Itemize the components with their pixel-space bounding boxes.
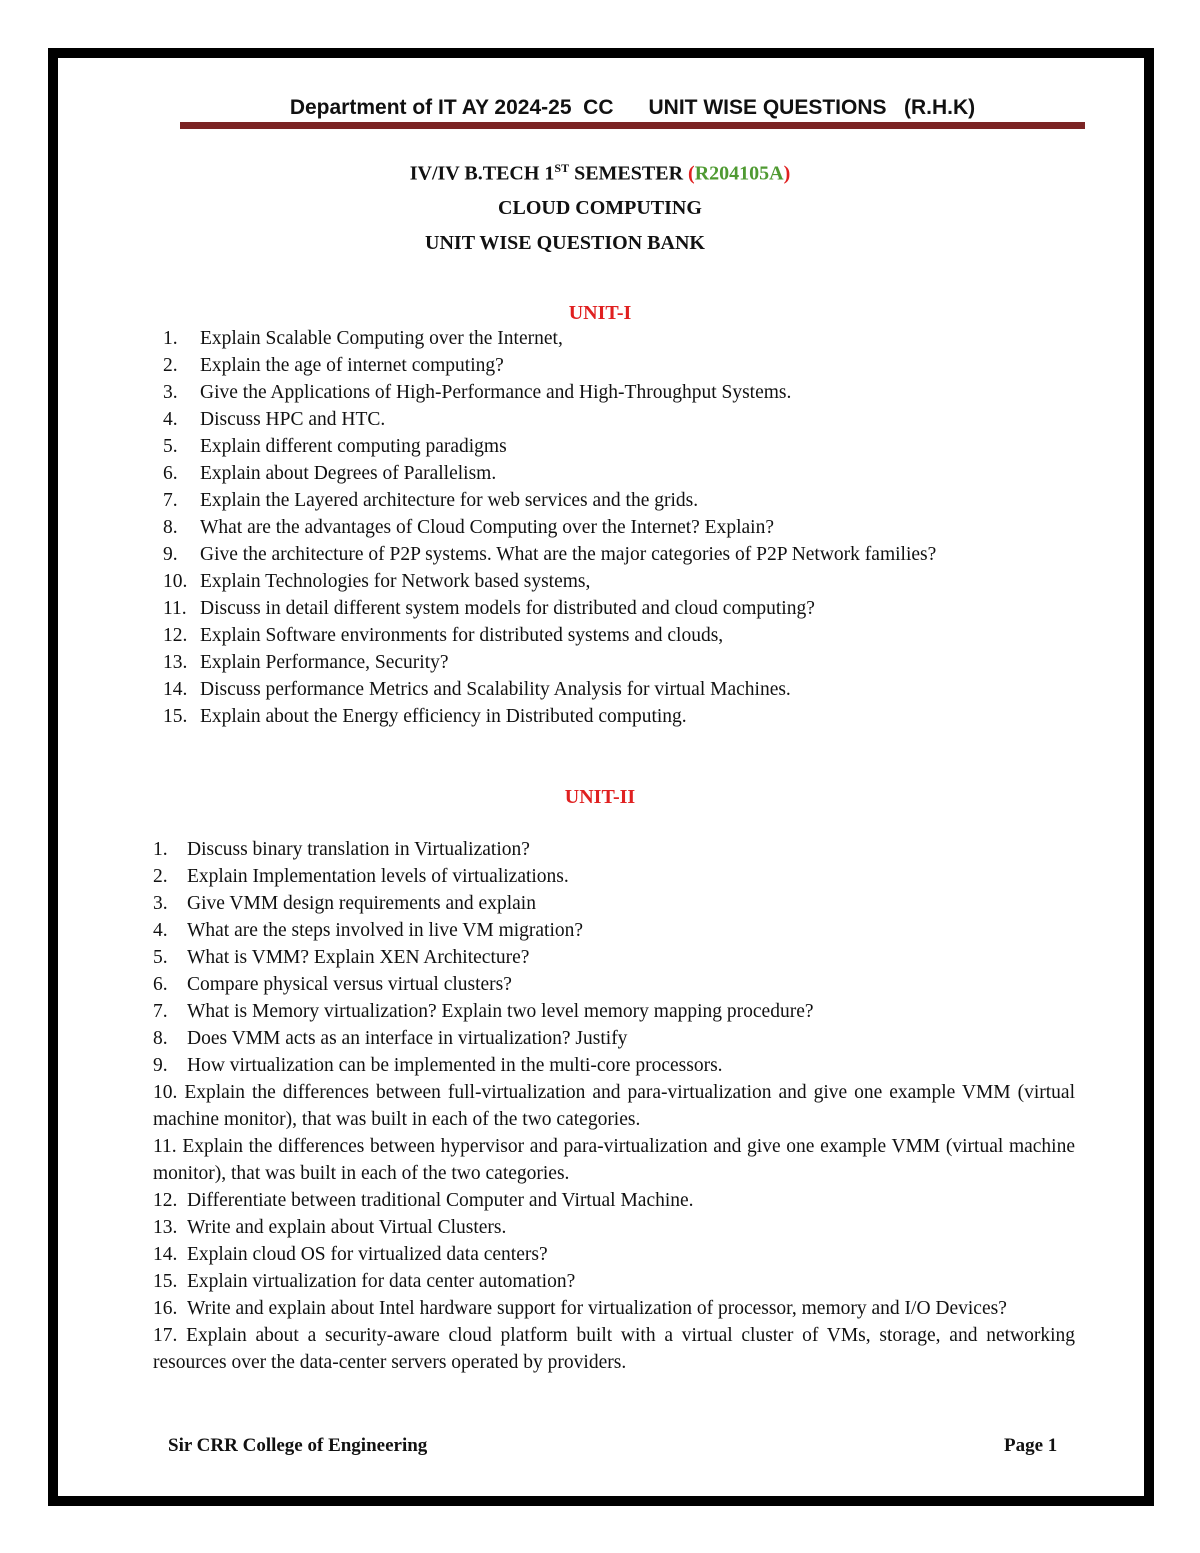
question-text: Discuss performance Metrics and Scalability Analysis for virtual Machines. (200, 679, 791, 700)
unit-1-question-list (163, 325, 1065, 730)
question-number: 12. (163, 625, 188, 646)
question-item (153, 1241, 1075, 1268)
question-text: Explain the differences between hypervisor and para-virtualization and give one example VMM (virtual machine monitor), that was built in each of the two categories. (153, 1136, 1075, 1184)
unit-1-heading: UNIT-I (568, 302, 632, 324)
question-number: 15. (163, 706, 188, 727)
question-number: 16. (153, 1298, 178, 1319)
question-number: 8. (163, 517, 178, 538)
question-text: Explain cloud OS for virtualized data centers? (187, 1244, 548, 1265)
question-number: 1. (153, 839, 168, 860)
question-number: 5. (163, 436, 178, 457)
question-item (153, 1079, 1075, 1133)
semester-label: SEMESTER (569, 162, 689, 185)
question-text: Give VMM design requirements and explain (187, 893, 536, 914)
question-item (163, 460, 1065, 487)
question-number: 9. (153, 1055, 168, 1076)
question-item (163, 379, 1065, 406)
question-item (153, 863, 1075, 890)
question-text: Compare physical versus virtual clusters? (187, 974, 512, 995)
question-number: 3. (163, 382, 178, 403)
question-number: 14. (163, 679, 188, 700)
question-number: 14. (153, 1244, 178, 1265)
question-item (163, 433, 1065, 460)
question-number: 7. (153, 1001, 168, 1022)
course-code: R204105A (694, 162, 784, 185)
course-title (0, 161, 1200, 186)
question-text: Write and explain about Virtual Clusters. (187, 1217, 507, 1238)
course-prefix: IV/IV B.TECH 1 (409, 162, 555, 185)
question-number: 17. (153, 1325, 178, 1346)
question-number: 2. (163, 355, 178, 376)
question-number: 3. (153, 893, 168, 914)
footer-college: Sir CRR College of Engineering (168, 1435, 428, 1456)
question-item (153, 1214, 1075, 1241)
page-header: Department of IT AY 2024-25 CC UNIT WISE QUESTIONS (R.H.K) (289, 96, 976, 119)
question-item (153, 1025, 1075, 1052)
question-number: 10. (153, 1082, 178, 1103)
question-text: Give the Applications of High-Performance and High-Throughput Systems. (200, 382, 792, 403)
question-number: 10. (163, 571, 188, 592)
question-text: Explain different computing paradigms (200, 436, 507, 457)
question-item (163, 541, 1065, 568)
question-text: Explain Scalable Computing over the Internet, (200, 328, 563, 349)
question-text: Discuss binary translation in Virtualization? (187, 839, 530, 860)
question-text: Explain Implementation levels of virtualizations. (187, 866, 569, 887)
question-item (163, 487, 1065, 514)
question-text: Write and explain about Intel hardware support for virtualization of processor, memory and I/O Devices? (187, 1298, 1007, 1319)
question-number: 6. (163, 463, 178, 484)
question-text: Explain Software environments for distributed systems and clouds, (200, 625, 724, 646)
question-text: Does VMM acts as an interface in virtualization? Justify (187, 1028, 628, 1049)
question-number: 6. (153, 974, 168, 995)
question-item (163, 352, 1065, 379)
question-number: 13. (163, 652, 188, 673)
question-item (153, 890, 1075, 917)
question-item (153, 971, 1075, 998)
question-text: Give the architecture of P2P systems. What are the major categories of P2P Network families? (200, 544, 937, 565)
question-number: 9. (163, 544, 178, 565)
question-item (163, 703, 1065, 730)
question-text: What are the steps involved in live VM migration? (187, 920, 584, 941)
header-rule (180, 122, 1085, 129)
question-item (153, 1268, 1075, 1295)
question-text: Explain about Degrees of Parallelism. (200, 463, 497, 484)
question-text: What is Memory virtualization? Explain two level memory mapping procedure? (187, 1001, 814, 1022)
question-text: What is VMM? Explain XEN Architecture? (187, 947, 530, 968)
question-bank-title: UNIT WISE QUESTION BANK (425, 232, 705, 254)
question-number: 1. (163, 328, 178, 349)
question-item (163, 406, 1065, 433)
question-text: Explain Technologies for Network based systems, (200, 571, 591, 592)
unit-2-question-list (153, 836, 1075, 1376)
question-text: Explain about a security-aware cloud platform built with a virtual cluster of VMs, storage, and networking resources over the data-center servers operated by providers. (153, 1325, 1076, 1373)
question-item (163, 622, 1065, 649)
question-text: Differentiate between traditional Computer and Virtual Machine. (187, 1190, 694, 1211)
question-text: How virtualization can be implemented in the multi-core processors. (187, 1055, 723, 1076)
question-number: 11. (153, 1136, 177, 1157)
question-item (163, 649, 1065, 676)
question-item (153, 998, 1075, 1025)
question-item (163, 568, 1065, 595)
question-text: Explain Performance, Security? (200, 652, 449, 673)
subject-title: CLOUD COMPUTING (498, 197, 702, 219)
question-number: 5. (153, 947, 168, 968)
question-number: 2. (153, 866, 168, 887)
question-text: What are the advantages of Cloud Computing over the Internet? Explain? (200, 517, 774, 538)
question-item (153, 1052, 1075, 1079)
question-item (153, 1133, 1075, 1187)
code-paren-open: ( (688, 162, 695, 185)
question-text: Explain the age of internet computing? (200, 355, 504, 376)
question-item (153, 944, 1075, 971)
question-number: 7. (163, 490, 178, 511)
question-item (153, 1187, 1075, 1214)
question-item (163, 676, 1065, 703)
question-item (163, 514, 1065, 541)
question-item (153, 917, 1075, 944)
question-text: Discuss in detail different system models for distributed and cloud computing? (200, 598, 815, 619)
question-item (153, 836, 1075, 863)
question-item (153, 1322, 1075, 1376)
question-text: Explain the Layered architecture for web services and the grids. (200, 490, 699, 511)
question-text: Discuss HPC and HTC. (200, 409, 386, 430)
question-number: 11. (163, 598, 187, 619)
question-number: 8. (153, 1028, 168, 1049)
question-number: 13. (153, 1217, 178, 1238)
question-item (163, 325, 1065, 352)
ordinal-superscript: ST (554, 161, 570, 175)
question-number: 4. (163, 409, 178, 430)
footer-page-number: Page 1 (1004, 1435, 1058, 1456)
unit-2-heading: UNIT-II (564, 786, 636, 808)
question-number: 15. (153, 1271, 178, 1292)
question-text: Explain about the Energy efficiency in Distributed computing. (200, 706, 687, 727)
question-item (163, 595, 1065, 622)
code-paren-close: ) (783, 162, 791, 185)
question-text: Explain the differences between full-virtualization and para-virtualization and give one example VMM (virtual machine monitor), that was built in each of the two categories. (153, 1082, 1076, 1130)
question-item (153, 1295, 1075, 1322)
question-text: Explain virtualization for data center automation? (187, 1271, 576, 1292)
question-number: 12. (153, 1190, 178, 1211)
question-number: 4. (153, 920, 168, 941)
